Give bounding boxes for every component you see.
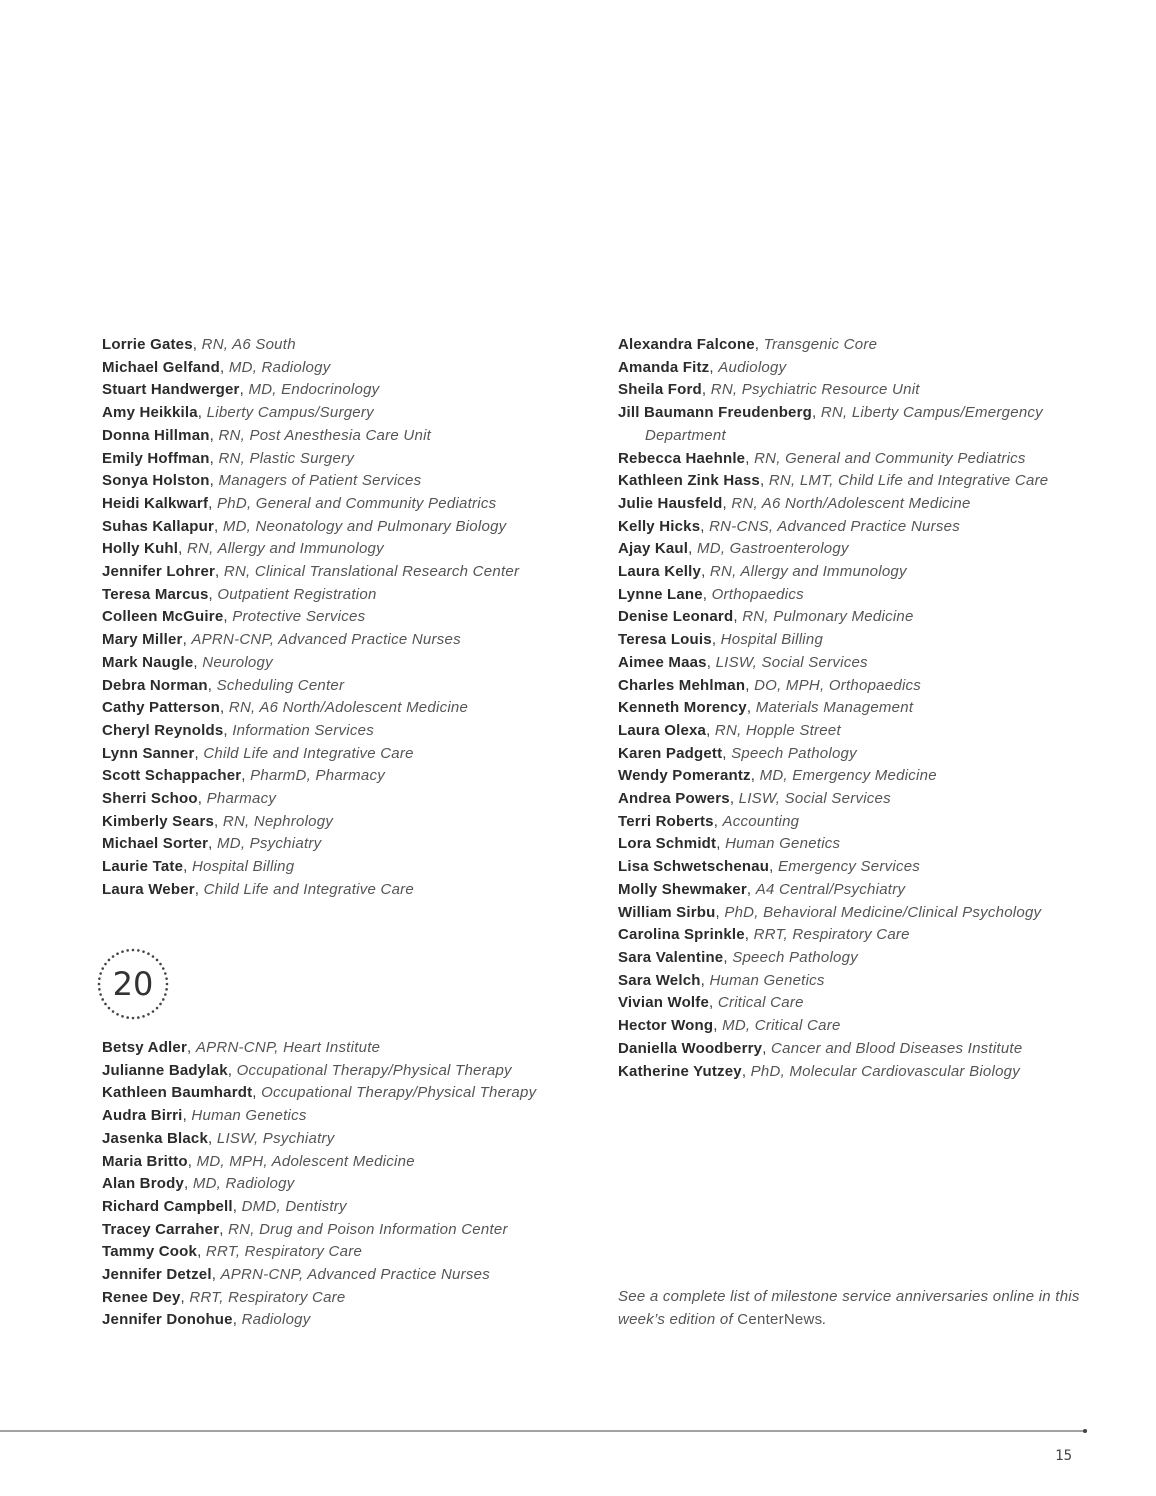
entry-name: Laurie Tate — [102, 858, 184, 876]
entry-detail: PhD, Molecular Cardiovascular Biology — [750, 1062, 1021, 1080]
list-entry: Tammy Cook, RRT, Respiratory Care — [102, 1243, 363, 1261]
entry-name: Laura Weber — [102, 880, 195, 898]
entry-name: Lynne Lane — [618, 585, 703, 603]
list-entry: Kenneth Morency, Materials Management — [618, 699, 914, 717]
entry-name: Denise Leonard — [618, 608, 734, 626]
list-entry: Laura Weber, Child Life and Integrative Care — [102, 880, 415, 898]
entry-detail: Managers of Patient Services — [218, 472, 422, 490]
entry-detail: RN, Allergy and Immunology — [187, 540, 384, 558]
entry-detail: Materials Management — [755, 699, 914, 717]
list-entry: Alexandra Falcone, Transgenic Core — [618, 336, 878, 353]
list-entry: Audra Birri, Human Genetics — [102, 1107, 307, 1125]
list-entry: Amy Heikkila, Liberty Campus/Surgery — [102, 404, 374, 422]
list-entry: Jennifer Donohue, Radiology — [102, 1311, 311, 1329]
list-entry: Amanda Fitz, Audiology — [618, 358, 787, 376]
entry-name: Aimee Maas — [618, 653, 707, 671]
list-entry: Kelly Hicks, RN-CNS, Advanced Practice Nurses — [618, 517, 960, 535]
entry-name: Donna Hillman — [102, 426, 210, 444]
note-publication: CenterNews — [737, 1310, 823, 1328]
entry-detail: RN, Drug and Poison Information Center — [228, 1220, 508, 1238]
entry-name: Amanda Fitz — [618, 358, 710, 376]
entry-detail: Human Genetics — [191, 1107, 307, 1125]
entry-detail: Cancer and Blood Diseases Institute — [771, 1039, 1023, 1057]
entry-name: Debra Norman — [102, 676, 208, 694]
entry-name: Laura Kelly — [618, 563, 702, 581]
entry-name: Kathleen Zink Hass — [618, 472, 760, 490]
list-entry: Karen Padgett, Speech Pathology — [618, 744, 857, 762]
list-entry: Michael Gelfand, MD, Radiology — [102, 358, 331, 376]
list-entry: Ajay Kaul, MD, Gastroenterology — [618, 540, 849, 558]
list-entry: Cathy Patterson, RN, A6 North/Adolescent Medicine — [102, 699, 469, 717]
entry-detail: RRT, Respiratory Care — [189, 1288, 346, 1306]
list-entry: Teresa Louis, Hospital Billing — [618, 631, 824, 649]
anniversary-note — [618, 1286, 1088, 1331]
entry-name: Katherine Yutzey — [618, 1062, 742, 1080]
list-entry: Hector Wong, MD, Critical Care — [618, 1017, 841, 1035]
list-entry: William Sirbu, PhD, Behavioral Medicine/Clinical Psychology — [618, 903, 1042, 921]
list-entry: Sara Valentine, Speech Pathology — [618, 948, 858, 966]
entry-name: Renee Dey — [102, 1288, 181, 1306]
entry-detail: Speech Pathology — [731, 744, 857, 762]
entry-name: Jennifer Donohue — [102, 1311, 233, 1329]
entry-name: Vivian Wolfe — [618, 994, 710, 1012]
entry-name: Mary Miller — [102, 631, 183, 649]
entry-detail: MD, Emergency Medicine — [759, 767, 937, 785]
entry-name: Julianne Badylak — [102, 1061, 228, 1079]
list-entry: Holly Kuhl, RN, Allergy and Immunology — [102, 540, 384, 558]
entry-detail: A4 Central/Psychiatry — [755, 880, 906, 898]
entry-name: Karen Padgett — [618, 744, 723, 762]
entry-name: Mark Naugle — [102, 653, 194, 671]
list-entry: Maria Britto, MD, MPH, Adolescent Medicine — [102, 1152, 415, 1170]
list-entry: Jennifer Detzel, APRN-CNP, Advanced Practice Nurses — [102, 1266, 490, 1284]
entry-name: Laura Olexa — [618, 721, 707, 739]
list-entry: Heidi Kalkwarf, PhD, General and Community Pediatrics — [102, 494, 497, 512]
entry-name: Molly Shewmaker — [618, 880, 747, 898]
entry-detail: RN, Plastic Surgery — [218, 449, 355, 467]
list-entry: Sherri Schoo, Pharmacy — [102, 790, 277, 808]
entry-name: Julie Hausfeld — [618, 494, 723, 512]
entry-detail: RN-CNS, Advanced Practice Nurses — [709, 517, 960, 535]
left-column-top-list — [102, 334, 592, 902]
entry-name: Jennifer Lohrer — [102, 563, 216, 581]
entry-detail: LISW, Social Services — [738, 790, 891, 808]
list-entry: Daniella Woodberry, Cancer and Blood Diseases Institute — [618, 1039, 1023, 1057]
list-entry: Cheryl Reynolds, Information Services — [102, 721, 374, 739]
note-text: See a complete list of milestone service anniversaries online in this week’s edition of — [618, 1288, 1080, 1328]
entry-detail: Occupational Therapy/Physical Therapy — [261, 1084, 537, 1102]
list-entry: Scott Schappacher, PharmD, Pharmacy — [102, 767, 385, 785]
entry-name: Wendy Pomerantz — [618, 767, 751, 785]
list-entry: Jasenka Black, LISW, Psychiatry — [102, 1129, 335, 1147]
entry-name: Maria Britto — [102, 1152, 188, 1170]
entry-detail: PharmD, Pharmacy — [250, 767, 385, 785]
entry-detail: RRT, Respiratory Care — [205, 1243, 363, 1261]
list-entry: Andrea Powers, LISW, Social Services — [618, 790, 891, 808]
list-entry: Betsy Adler, APRN-CNP, Heart Institute — [102, 1039, 381, 1056]
entry-name: Heidi Kalkwarf — [102, 494, 209, 512]
list-entry: Rebecca Haehnle, RN, General and Community Pediatrics — [618, 449, 1026, 467]
entry-detail: RN, A6 North/Adolescent Medicine — [731, 494, 971, 512]
entry-detail: RN, LMT, Child Life and Integrative Care — [768, 472, 1049, 490]
entry-detail: Child Life and Integrative Care — [203, 880, 415, 898]
entry-detail: Speech Pathology — [732, 948, 858, 966]
entry-name: Ajay Kaul — [618, 540, 689, 558]
entry-name: Carolina Sprinkle — [618, 926, 745, 944]
list-entry: Laurie Tate, Hospital Billing — [102, 858, 295, 876]
list-entry: Laura Kelly, RN, Allergy and Immunology — [618, 563, 907, 581]
list-entry: Donna Hillman, RN, Post Anesthesia Care Unit — [102, 426, 432, 444]
entry-name: Sonya Holston — [102, 472, 210, 490]
entry-detail: Protective Services — [232, 608, 366, 626]
entry-name: Sara Welch — [618, 971, 701, 989]
list-entry: Lorrie Gates, RN, A6 South — [102, 336, 296, 353]
entry-detail: RN, A6 North/Adolescent Medicine — [228, 699, 469, 717]
list-entry: Sheila Ford, RN, Psychiatric Resource Unit — [618, 381, 920, 399]
entry-name: Jasenka Black — [102, 1129, 209, 1147]
entry-name: Lora Schmidt — [618, 835, 717, 853]
entry-detail: Pharmacy — [206, 790, 277, 808]
entry-detail: Information Services — [232, 721, 374, 739]
list-entry: Mary Miller, APRN-CNP, Advanced Practice Nurses — [102, 631, 461, 649]
list-entry: Michael Sorter, MD, Psychiatry — [102, 835, 322, 853]
list-entry: Emily Hoffman, RN, Plastic Surgery — [102, 449, 355, 467]
list-entry: Suhas Kallapur, MD, Neonatology and Pulmonary Biology — [102, 517, 507, 535]
list-entry: Lynne Lane, Orthopaedics — [618, 585, 804, 603]
entry-detail: RN, Post Anesthesia Care Unit — [218, 426, 432, 444]
entry-name: Richard Campbell — [102, 1197, 233, 1215]
entry-name: Lynn Sanner — [102, 744, 195, 762]
list-entry: Kathleen Baumhardt, Occupational Therapy/Physical Therapy — [102, 1084, 537, 1102]
entry-detail: MD, Critical Care — [722, 1017, 841, 1035]
entry-name: Hector Wong — [618, 1017, 714, 1035]
entry-detail: Transgenic Core — [763, 336, 878, 353]
list-entry: Wendy Pomerantz, MD, Emergency Medicine — [618, 767, 937, 785]
entry-name: Holly Kuhl — [102, 540, 179, 558]
entry-name: Rebecca Haehnle — [618, 449, 746, 467]
entry-detail: RN, Pulmonary Medicine — [742, 608, 914, 626]
entry-name: Alan Brody — [102, 1175, 185, 1193]
list-entry: Sonya Holston, Managers of Patient Services — [102, 472, 422, 490]
entry-name: Sheila Ford — [618, 381, 702, 399]
entry-name: Michael Gelfand — [102, 358, 221, 376]
entry-name: Stuart Handwerger — [102, 381, 240, 399]
entry-name: Cheryl Reynolds — [102, 721, 224, 739]
entry-name: Kenneth Morency — [618, 699, 747, 717]
entry-detail: MD, Radiology — [228, 358, 331, 376]
entry-detail: RN, Clinical Translational Research Center — [223, 563, 520, 581]
entry-name: Lorrie Gates — [102, 336, 193, 353]
list-entry: Denise Leonard, RN, Pulmonary Medicine — [618, 608, 914, 626]
anniversary-badge-label: 20 — [112, 965, 154, 1003]
entry-name: Sherri Schoo — [102, 790, 198, 808]
entry-detail: Human Genetics — [725, 835, 841, 853]
entry-name: Andrea Powers — [618, 790, 730, 808]
list-entry: Teresa Marcus, Outpatient Registration — [102, 585, 377, 603]
entry-name: Jill Baumann Freudenberg — [618, 404, 812, 422]
footer-rule — [0, 1428, 1090, 1434]
entry-detail: Child Life and Integrative Care — [203, 744, 414, 762]
entry-detail: Radiology — [241, 1311, 311, 1329]
entry-name: Emily Hoffman — [102, 449, 210, 467]
entry-detail: RRT, Respiratory Care — [753, 926, 910, 944]
list-entry: Laura Olexa, RN, Hopple Street — [618, 721, 841, 739]
entry-detail: RN, Nephrology — [222, 812, 334, 830]
entry-detail: MD, Endocrinology — [248, 381, 380, 399]
list-entry: Vivian Wolfe, Critical Care — [618, 994, 804, 1012]
list-entry: Jill Baumann Freudenberg, RN, Liberty Campus/Emergency Department — [618, 404, 1043, 444]
entry-detail: RN, General and Community Pediatrics — [754, 449, 1026, 467]
entry-name: Suhas Kallapur — [102, 517, 214, 535]
entry-name: Kelly Hicks — [618, 517, 701, 535]
entry-detail: LISW, Social Services — [715, 653, 868, 671]
list-entry: Debra Norman, Scheduling Center — [102, 676, 345, 694]
entry-name: Charles Mehlman — [618, 676, 746, 694]
list-entry: Aimee Maas, LISW, Social Services — [618, 653, 868, 671]
entry-name: Teresa Louis — [618, 631, 712, 649]
entry-detail: APRN-CNP, Advanced Practice Nurses — [220, 1266, 490, 1284]
entry-detail: Accounting — [722, 812, 800, 830]
entry-name: Tammy Cook — [102, 1243, 198, 1261]
entry-name: Terri Roberts — [618, 812, 714, 830]
list-entry: Alan Brody, MD, Radiology — [102, 1175, 295, 1193]
list-entry: Julianne Badylak, Occupational Therapy/Physical Therapy — [102, 1061, 512, 1079]
list-entry: Carolina Sprinkle, RRT, Respiratory Care — [618, 926, 910, 944]
left-column-bottom-list — [102, 1037, 592, 1332]
list-entry: Kimberly Sears, RN, Nephrology — [102, 812, 334, 830]
entry-detail: Hospital Billing — [191, 858, 295, 876]
entry-name: Scott Schappacher — [102, 767, 242, 785]
right-column-list — [618, 334, 1088, 1083]
entry-name: Daniella Woodberry — [618, 1039, 763, 1057]
entry-detail: Liberty Campus/Surgery — [206, 404, 374, 422]
entry-detail: Occupational Therapy/Physical Therapy — [236, 1061, 512, 1079]
entry-name: Lisa Schwetschenau — [618, 858, 770, 876]
list-entry: Colleen McGuire, Protective Services — [102, 608, 366, 626]
entry-detail: Audiology — [718, 358, 787, 376]
entry-detail: Scheduling Center — [216, 676, 345, 694]
list-entry: Lynn Sanner, Child Life and Integrative Care — [102, 744, 414, 762]
entry-name: Betsy Adler — [102, 1039, 188, 1056]
entry-name: Tracey Carraher — [102, 1220, 220, 1238]
entry-name: Cathy Patterson — [102, 699, 221, 717]
entry-detail: Emergency Services — [778, 858, 921, 876]
entry-name: Kathleen Baumhardt — [102, 1084, 253, 1102]
list-entry: Lora Schmidt, Human Genetics — [618, 835, 841, 853]
entry-detail: Critical Care — [717, 994, 804, 1012]
list-entry: Jennifer Lohrer, RN, Clinical Translational Research Center — [102, 563, 520, 581]
entry-detail: Outpatient Registration — [217, 585, 377, 603]
entry-detail: PhD, Behavioral Medicine/Clinical Psychology — [724, 903, 1042, 921]
entry-detail: Neurology — [202, 653, 273, 671]
entry-detail: RN, Hopple Street — [714, 721, 841, 739]
entry-detail: Hospital Billing — [720, 631, 824, 649]
entry-detail: RN, Liberty Campus/Emergency Department — [645, 404, 1043, 444]
entry-name: Alexandra Falcone — [618, 336, 755, 353]
entry-name: Teresa Marcus — [102, 585, 209, 603]
entry-name: Kimberly Sears — [102, 812, 215, 830]
entry-detail: MD, MPH, Adolescent Medicine — [196, 1152, 415, 1170]
entry-detail: RN, Psychiatric Resource Unit — [710, 381, 920, 399]
entry-name: Jennifer Detzel — [102, 1266, 212, 1284]
list-entry: Stuart Handwerger, MD, Endocrinology — [102, 381, 380, 399]
list-entry: Kathleen Zink Hass, RN, LMT, Child Life and Integrative Care — [618, 472, 1049, 490]
entry-detail: RN, A6 South — [201, 336, 296, 353]
list-entry: Katherine Yutzey, PhD, Molecular Cardiovascular Biology — [618, 1062, 1021, 1080]
entry-detail: APRN-CNP, Advanced Practice Nurses — [191, 631, 461, 649]
entry-detail: Human Genetics — [709, 971, 825, 989]
entry-detail: PhD, General and Community Pediatrics — [217, 494, 497, 512]
entry-name: Amy Heikkila — [102, 404, 198, 422]
entry-detail: LISW, Psychiatry — [216, 1129, 335, 1147]
list-entry: Charles Mehlman, DO, MPH, Orthopaedics — [618, 676, 922, 694]
list-entry: Mark Naugle, Neurology — [102, 653, 273, 671]
entry-name: William Sirbu — [618, 903, 716, 921]
entry-detail: DMD, Dentistry — [241, 1197, 347, 1215]
entry-detail: APRN-CNP, Heart Institute — [195, 1039, 381, 1056]
entry-name: Sara Valentine — [618, 948, 724, 966]
entry-name: Colleen McGuire — [102, 608, 224, 626]
entry-name: Michael Sorter — [102, 835, 209, 853]
list-entry: Richard Campbell, DMD, Dentistry — [102, 1197, 347, 1215]
list-entry: Lisa Schwetschenau, Emergency Services — [618, 858, 921, 876]
entry-detail: Orthopaedics — [711, 585, 804, 603]
list-entry: Renee Dey, RRT, Respiratory Care — [102, 1288, 346, 1306]
list-entry: Tracey Carraher, RN, Drug and Poison Information Center — [102, 1220, 508, 1238]
entry-detail: MD, Gastroenterology — [697, 540, 849, 558]
list-entry: Sara Welch, Human Genetics — [618, 971, 825, 989]
entry-name: Audra Birri — [102, 1107, 183, 1125]
list-entry: Terri Roberts, Accounting — [618, 812, 800, 830]
note-end: . — [822, 1310, 827, 1328]
entry-detail: DO, MPH, Orthopaedics — [754, 676, 922, 694]
list-entry: Molly Shewmaker, A4 Central/Psychiatry — [618, 880, 906, 898]
entry-detail: MD, Neonatology and Pulmonary Biology — [222, 517, 507, 535]
page-number: 15 — [1055, 1448, 1072, 1464]
entry-detail: MD, Radiology — [192, 1175, 295, 1193]
list-entry: Julie Hausfeld, RN, A6 North/Adolescent Medicine — [618, 494, 971, 512]
entry-detail: MD, Psychiatry — [217, 835, 322, 853]
entry-detail: RN, Allergy and Immunology — [709, 563, 907, 581]
